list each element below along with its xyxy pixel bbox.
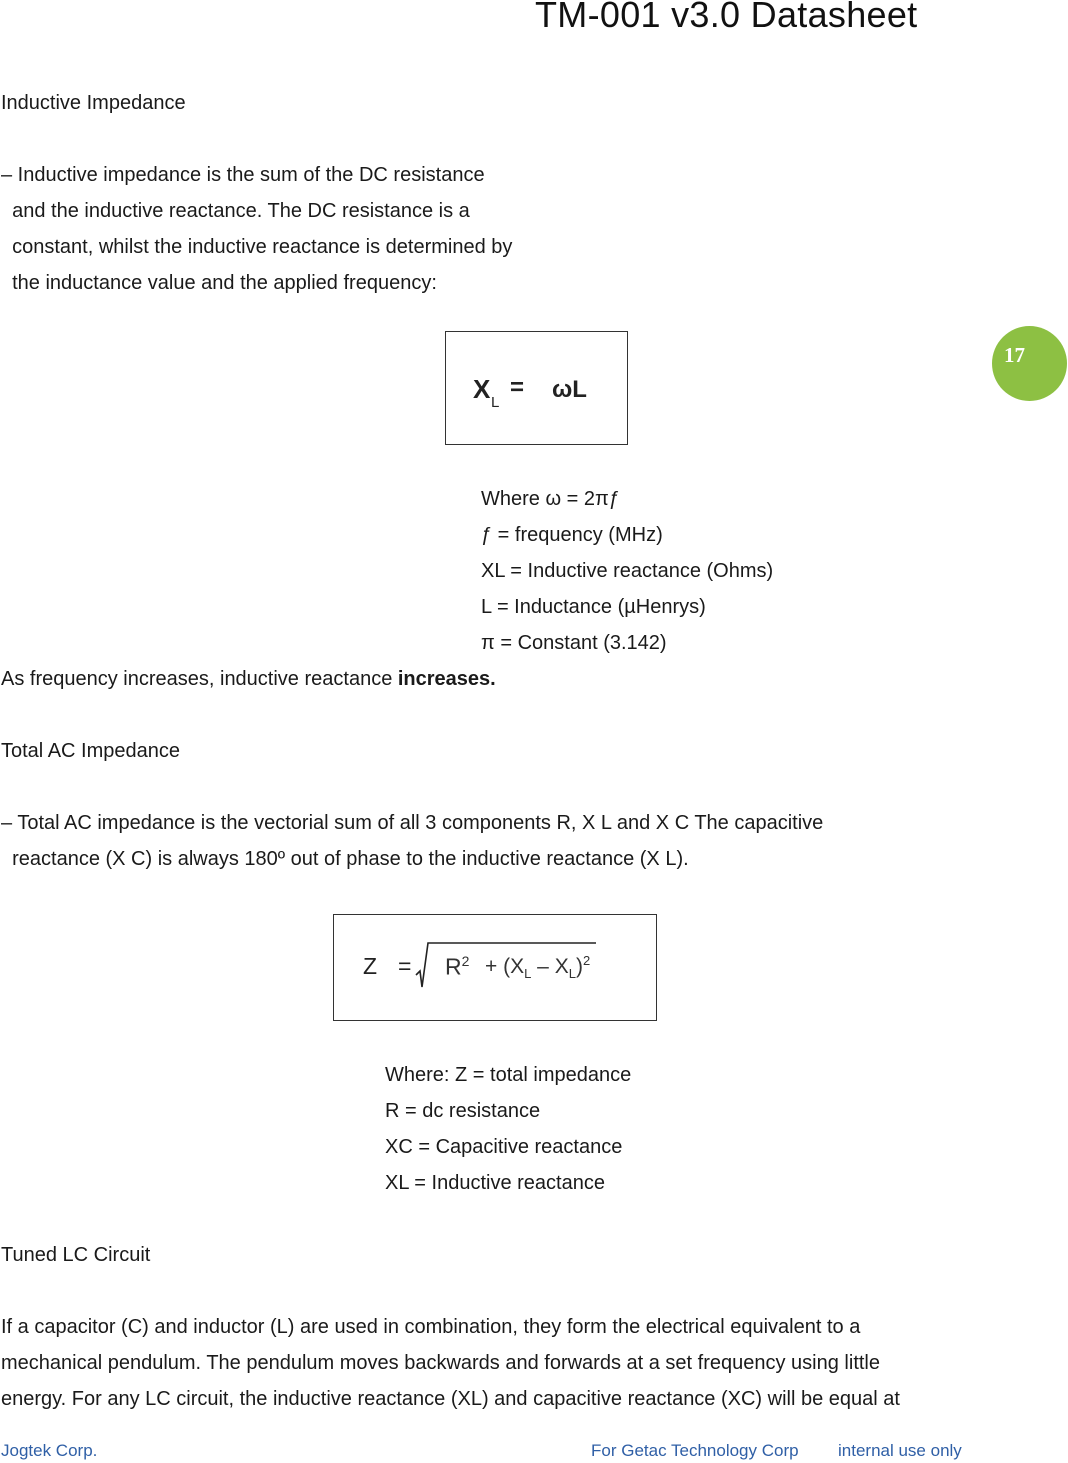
total-line-2: reactance (X C) is always 180º out of phase to the inductive reactance (X L). xyxy=(1,848,689,870)
formula-close-paren: ) xyxy=(575,955,583,978)
inductive-conclusion-bold: increases. xyxy=(397,668,496,690)
where-inductance: L = Inductance (µHenrys) xyxy=(481,596,706,618)
heading-inductive-impedance: Inductive Impedance xyxy=(1,92,186,114)
tuned-line-3: energy. For any LC circuit, the inductive reactance (XL) and capacitive reactance (XC) will be equal at xyxy=(1,1388,900,1410)
inductive-conclusion xyxy=(1,661,496,697)
formula-omega-l: ωL xyxy=(552,376,587,403)
where-omega: Where ω = 2πƒ xyxy=(481,488,620,510)
where-z: Where: Z = total impedance xyxy=(385,1064,632,1086)
where-xl: XL = Inductive reactance (Ohms) xyxy=(481,560,774,582)
formula-inductive-reactance xyxy=(445,331,628,445)
footer-for: For Getac Technology Corp xyxy=(591,1441,799,1460)
formula-equals: = xyxy=(510,374,525,401)
where-r: R = dc resistance xyxy=(385,1100,541,1122)
formula-xl-symbol: X xyxy=(473,374,491,404)
formula-sub-2: L xyxy=(568,966,576,982)
formula-plus-x: + (X xyxy=(485,955,525,978)
formula-r-exponent: 2 xyxy=(461,953,470,969)
footer-note: internal use only xyxy=(838,1441,962,1460)
formula-sub-1: L xyxy=(524,966,532,982)
inductive-conclusion-text: As frequency increases, inductive reactance xyxy=(1,668,398,690)
footer-company: Jogtek Corp. xyxy=(1,1441,98,1460)
where-frequency: ƒ = frequency (MHz) xyxy=(481,524,663,546)
tuned-line-1: If a capacitor (C) and inductor (L) are used in combination, they form the electrical equivalent to a xyxy=(1,1316,861,1338)
formula-z: Z xyxy=(363,953,378,979)
inductive-line-1: – Inductive impedance is the sum of the DC resistance xyxy=(1,164,485,186)
page-number-badge xyxy=(992,326,1067,401)
heading-total-ac-impedance: Total AC Impedance xyxy=(1,740,180,762)
formula-r-symbol: R xyxy=(445,953,462,980)
formula-total-impedance xyxy=(333,914,657,1021)
where-xc: XC = Capacitive reactance xyxy=(385,1136,623,1158)
where-xl-2: XL = Inductive reactance xyxy=(385,1172,605,1194)
formula-exponent: 2 xyxy=(582,953,591,968)
page-number: 17 xyxy=(1004,343,1025,367)
formula-minus-x: – X xyxy=(531,955,569,978)
where-pi: π = Constant (3.142) xyxy=(481,632,667,654)
inductive-line-2: and the inductive reactance. The DC resistance is a xyxy=(1,200,470,222)
inductive-line-3: constant, whilst the inductive reactance is determined by xyxy=(1,236,513,258)
formula-z-equals: = xyxy=(398,953,412,979)
formula-r xyxy=(445,953,469,981)
heading-tuned-lc-circuit: Tuned LC Circuit xyxy=(1,1244,151,1266)
tuned-line-2: mechanical pendulum. The pendulum moves backwards and forwards at a set frequency using little xyxy=(1,1352,880,1374)
total-line-1: – Total AC impedance is the vectorial sum of all 3 components R, X L and X C The capacitive xyxy=(1,812,824,834)
formula-xl-term xyxy=(485,953,590,981)
inductive-line-4: the inductance value and the applied frequency: xyxy=(1,272,437,294)
document-title: TM-001 v3.0 Datasheet xyxy=(535,0,918,35)
formula-xl-subscript: L xyxy=(491,394,500,411)
